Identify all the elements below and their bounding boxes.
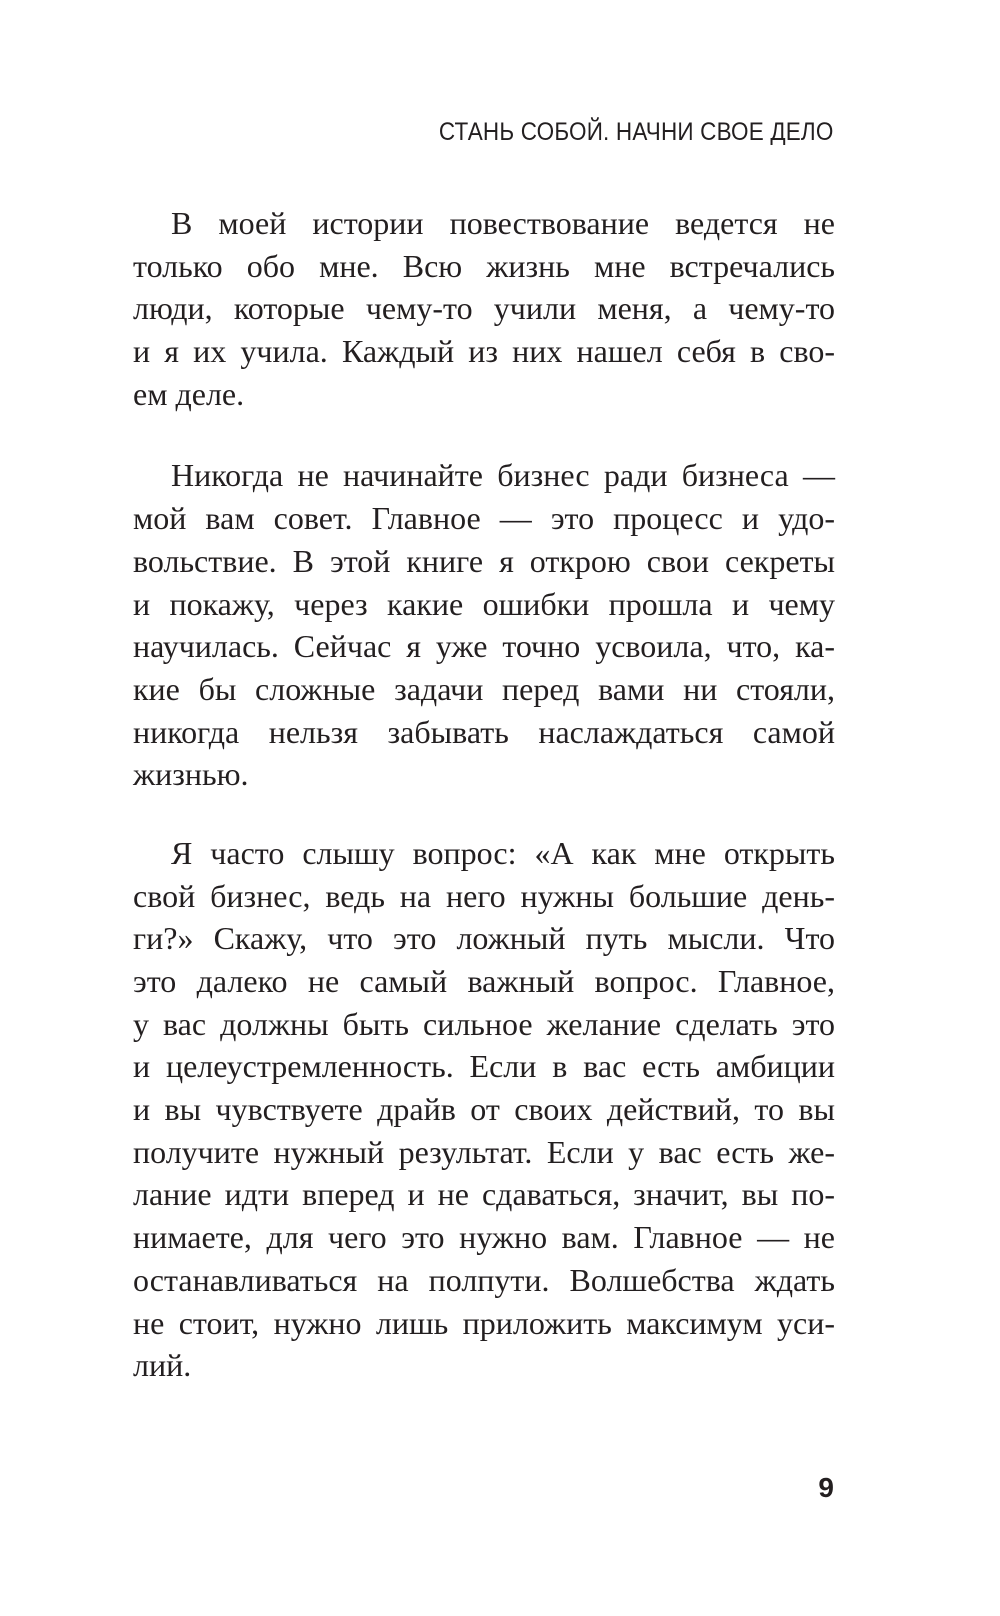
text-line: Никогда не начинайте бизнес ради бизнеса — [171,457,835,494]
paragraph-1 [133,202,835,415]
text-line: мой вам совет. Главное — это процесс и удо- [133,500,835,537]
text-line: не стоит, нужно лишь приложить максимум уси- [133,1304,835,1341]
running-head: СТАНЬ СОБОЙ. НАЧНИ СВОЕ ДЕЛО [439,118,834,146]
text-line: это далеко не самый важный вопрос. Главное, [133,963,835,999]
body-text [133,202,835,1387]
text-line: никогда нельзя забывать наслаждаться самой [133,713,835,750]
page-number: 9 [818,1472,834,1503]
text-line: только обо мне. Всю жизнь мне встречались [133,247,835,284]
text-line: получите нужный результат. Если у вас есть же- [133,1133,835,1170]
text-line: жизнью. [133,756,249,793]
text-line: свой бизнес, ведь на него нужны большие день- [133,877,835,914]
text-line: лий. [133,1347,192,1384]
text-line: и покажу, через какие ошибки прошла и чему [133,585,835,622]
text-line: нимаете, для чего это нужно вам. Главное — не [133,1219,835,1256]
text-line: научилась. Сейчас я уже точно усвоила, что, ка- [133,628,835,665]
text-line: останавливаться на полпути. Волшебства ждать [133,1261,835,1298]
text-line: ем деле. [133,375,245,412]
paragraph-3 [133,832,835,1387]
text-line: и вы чувствуете драйв от своих действий, то вы [133,1091,835,1128]
text-line: кие бы сложные задачи перед вами ни стояли, [133,670,835,707]
text-line: ги?» Скажу, что это ложный путь мысли. Что [133,920,835,957]
text-line: вольствие. В этой книге я открою свои секреты [133,542,835,579]
text-line: люди, которые чему-то учили меня, а чему-то [133,290,835,327]
text-line: Я часто слышу вопрос: «А как мне открыть [171,834,835,871]
text-line: и я их учила. Каждый из них нашел себя в сво- [133,333,835,370]
text-line: и целеустремленность. Если в вас есть амбиции [133,1048,835,1085]
paragraph-spacer [133,415,835,454]
paragraph-spacer [133,796,835,832]
text-line: В моей истории повествование ведется не [171,205,835,241]
text-line: лание идти вперед и не сдаваться, значит, вы по- [133,1176,835,1213]
paragraph-2 [133,454,835,796]
text-line: у вас должны быть сильное желание сделать это [133,1005,835,1042]
